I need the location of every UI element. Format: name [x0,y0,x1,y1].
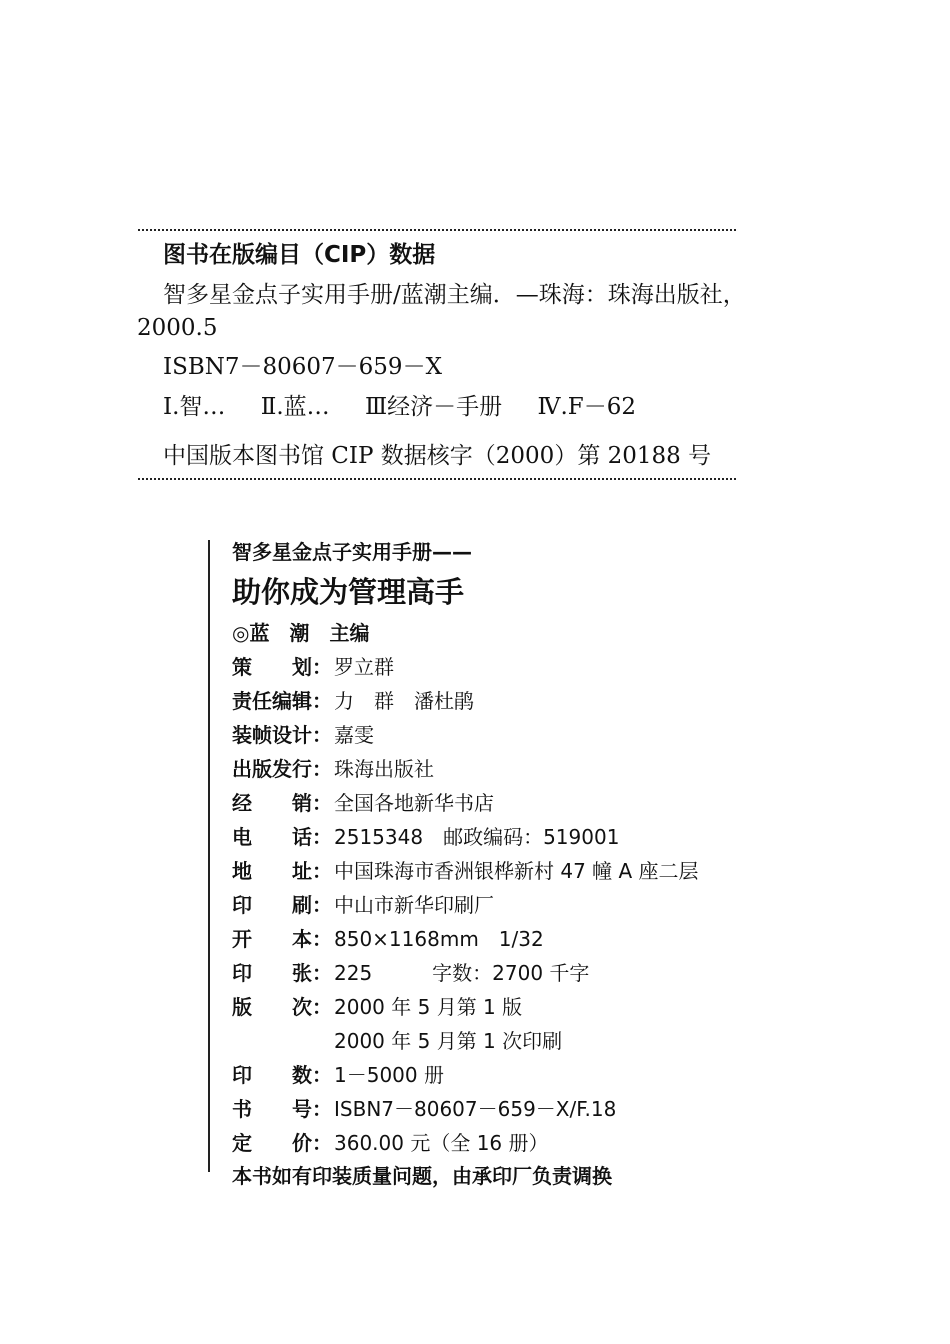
field-value: 中山市新华印刷厂 [334,893,494,917]
field-label: 版 次： [232,995,332,1019]
colophon-fields [232,652,699,1162]
field-value: 罗立群 [334,655,394,679]
field-edition [232,992,699,1026]
field-label: 出版发行： [232,757,332,781]
field-responsible-editors [232,686,699,720]
field-value: 2000 年 5 月第 1 次印刷 [334,1029,563,1053]
cip-isbn-line: ISBN7－80607－659－X [163,354,442,380]
colophon-vertical-rule [208,540,210,1172]
field-value: 嘉雯 [334,723,374,747]
field-label: 地 址： [232,859,332,883]
series-title: 智多星金点子实用手册—— [232,540,472,564]
field-label: 印 数： [232,1063,332,1087]
field-value: 2000 年 5 月第 1 版 [334,995,523,1019]
field-value: 850×1168mm 1/32 [334,927,544,951]
field-print-run [232,1060,699,1094]
field-label: 经 销： [232,791,332,815]
field-value: 360.00 元（全 16 册） [334,1131,549,1155]
field-printing [232,1026,699,1060]
field-book-number [232,1094,699,1128]
field-distributor [232,788,699,822]
book-title: 助你成为管理高手 [232,575,465,609]
cip-title-line: 智多星金点子实用手册/蓝潮主编．—珠海：珠海出版社， [163,282,746,308]
field-label: 电 话： [232,825,332,849]
field-value: 1－5000 册 [334,1063,444,1087]
field-label: 责任编辑： [232,689,332,713]
field-printer [232,890,699,924]
field-value: 珠海出版社 [334,757,434,781]
field-printed-sheets [232,958,699,992]
field-label: 策 划： [232,655,332,679]
field-address [232,856,699,890]
field-value: 中国珠海市香洲银桦新村 47 幢 A 座二层 [334,859,699,883]
field-label [232,1026,334,1060]
chief-editor-line: ◎蓝 潮 主编 [232,621,370,645]
cip-bottom-divider [138,478,736,480]
field-label: 印 刷： [232,893,332,917]
field-value: 力 群 潘杜鹃 [334,689,474,713]
field-value: 225 字数：2700 千字 [334,961,590,985]
cip-date-line: 2000.5 [137,315,218,341]
field-label: 装帧设计： [232,723,332,747]
field-label: 开 本： [232,927,332,951]
cip-subject-term: Ⅲ经济－手册 [364,394,503,420]
field-value: 2515348 邮政编码：519001 [334,825,620,849]
field-binding-design [232,720,699,754]
cip-heading: 图书在版编目（CIP）数据 [163,242,436,268]
cip-data-number: 中国版本图书馆 CIP 数据核字（2000）第 20188 号 [163,443,712,469]
field-price [232,1128,699,1162]
field-label: 书 号： [232,1097,332,1121]
field-label: 印 张： [232,961,332,985]
cip-subject-terms [163,392,664,422]
field-planner [232,652,699,686]
cip-top-divider [138,229,736,231]
cip-subject-term: Ⅳ.F－62 [537,394,636,420]
field-value: 全国各地新华书店 [334,791,494,815]
quality-notice: 本书如有印装质量问题，由承印厂负责调换 [232,1164,612,1188]
field-format [232,924,699,958]
cip-subject-term: Ⅰ.智… [163,394,226,420]
field-phone [232,822,699,856]
cip-subject-term: Ⅱ.蓝… [260,394,330,420]
field-label: 定 价： [232,1131,332,1155]
field-value: ISBN7－80607－659－X/F.18 [334,1097,617,1121]
field-publisher [232,754,699,788]
